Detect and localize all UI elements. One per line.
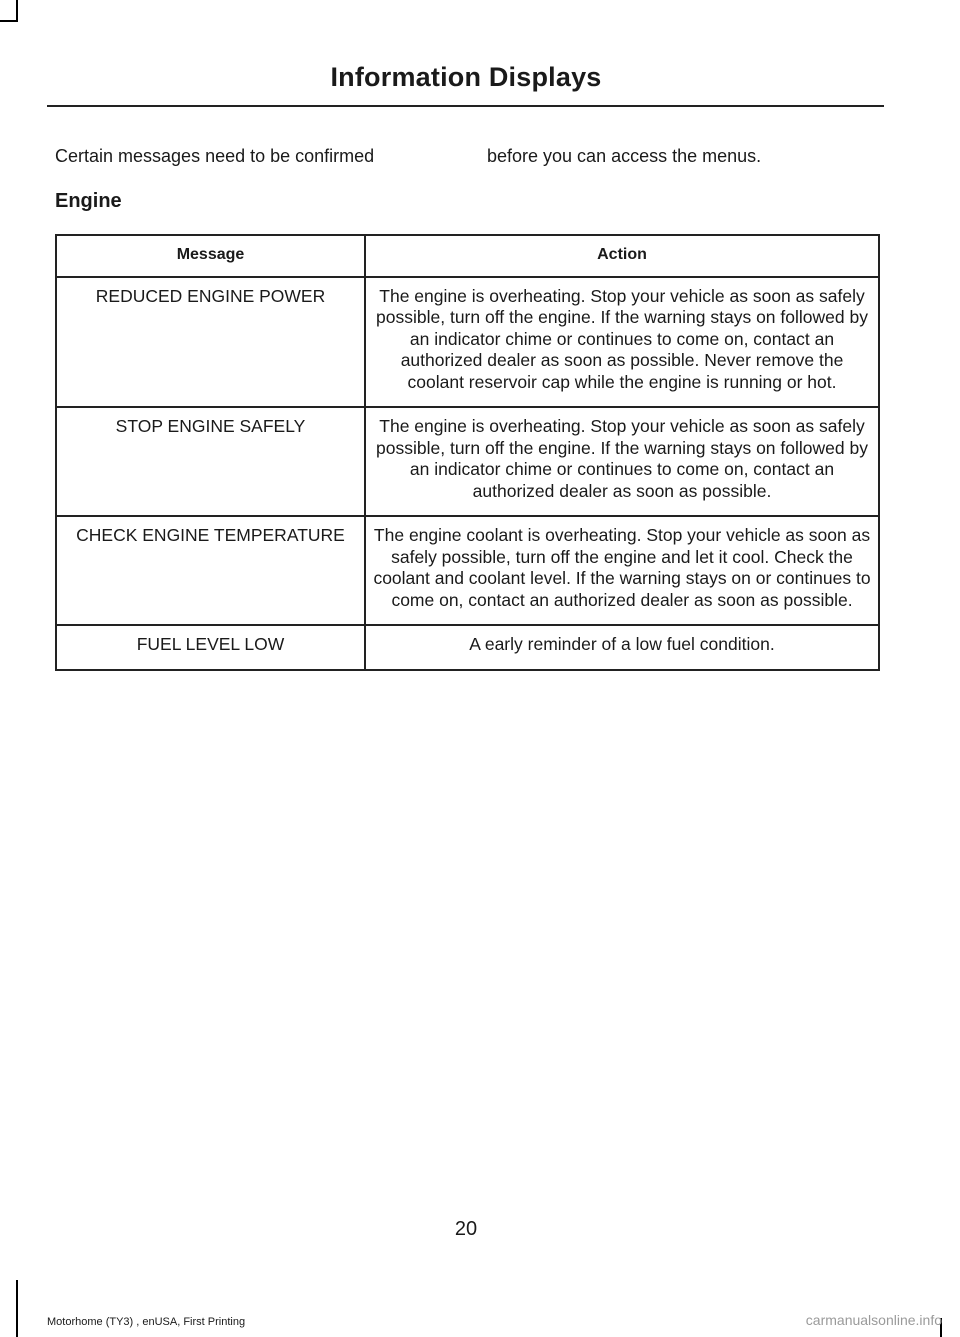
page-title: Information Displays [330, 62, 602, 92]
table-row [56, 625, 879, 670]
column-header-action: Action [365, 235, 879, 277]
message-cell: REDUCED ENGINE POWER [56, 277, 365, 408]
action-cell: The engine is overheating. Stop your vehicle as soon as safely possible, turn off the engine. If the warning stays on followed by an indicator chime or continues to come on, contact an authorized dealer as soon as possible. Never remove the coolant reservoir cap while the engine is running or hot. [365, 277, 879, 408]
document-footer: Motorhome (TY3) , enUSA, First Printing [47, 1316, 246, 1328]
messages-table [55, 234, 880, 671]
table-header-row [56, 235, 879, 277]
column-header-message: Message [56, 235, 365, 277]
table-row [56, 407, 879, 516]
table-row [56, 277, 879, 408]
crop-mark-bottom-left-v [16, 1280, 18, 1337]
section-heading: Engine [55, 190, 122, 212]
action-cell: The engine coolant is overheating. Stop your vehicle as soon as safely possible, turn off the engine and let it cool. Check the coolant and coolant level. If the warning stays on or continues to come on, contact an authorized dealer as soon as possible. [365, 516, 879, 625]
title-divider [47, 105, 884, 107]
page-number: 20 [454, 1218, 478, 1240]
watermark: carmanualsonline.info [805, 1312, 942, 1328]
message-cell: STOP ENGINE SAFELY [56, 407, 365, 516]
action-cell: A early reminder of a low fuel condition. [365, 625, 879, 670]
intro-text-left: Certain messages need to be confirmed [55, 146, 375, 166]
table-row [56, 516, 879, 625]
message-cell: FUEL LEVEL LOW [56, 625, 365, 670]
message-cell: CHECK ENGINE TEMPERATURE [56, 516, 365, 625]
crop-mark-top-left-h [0, 20, 18, 22]
crop-mark-top-left-v [16, 0, 18, 22]
action-cell: The engine is overheating. Stop your vehicle as soon as safely possible, turn off the engine. If the warning stays on followed by an indicator chime or continues to come on, contact an authorized dealer as soon as possible. [365, 407, 879, 516]
intro-text-right: before you can access the menus. [487, 146, 762, 166]
